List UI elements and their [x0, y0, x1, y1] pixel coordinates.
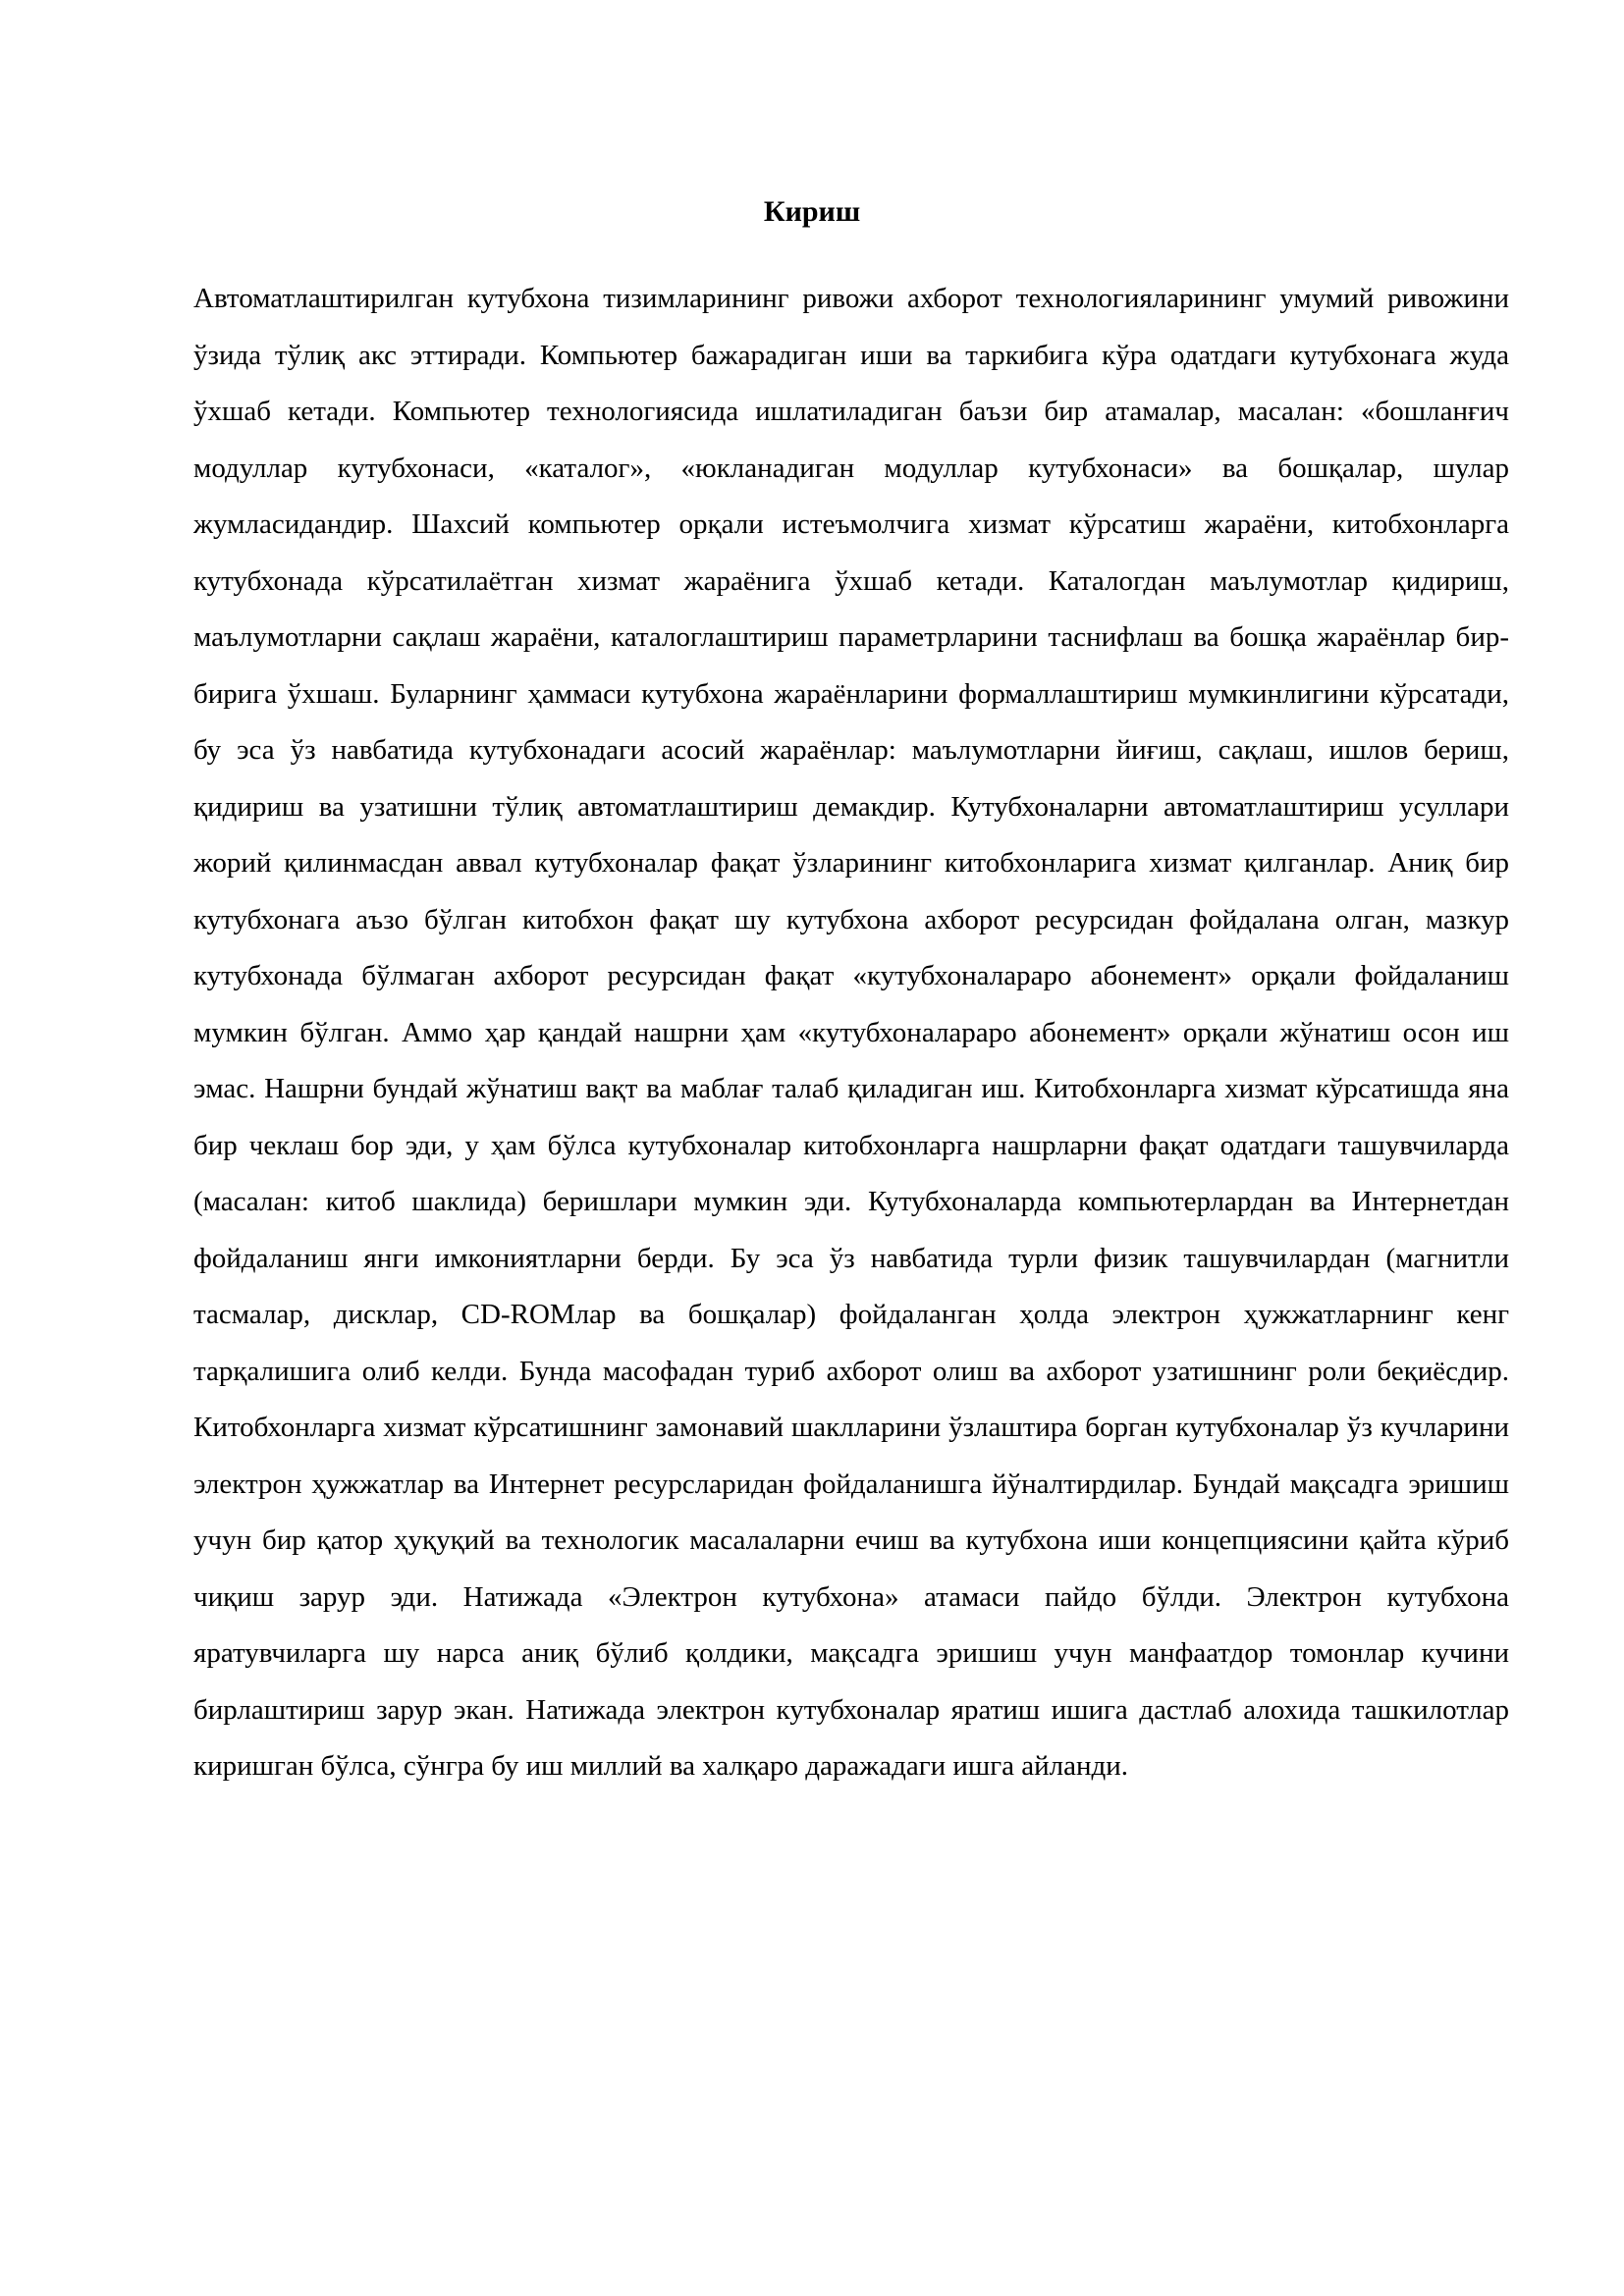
body-paragraph: Автоматлаштирилган кутубхона тизимларининг ривожи ахборот технологияларининг умумий ривожини ўзида тўлиқ акс эттиради. Компьютер бажарадиган иши ва таркибига кўра одатдаги кутубхонага жуда ўхшаб кетади. Компьютер технологиясида ишлатиладиган баъзи бир атамалар, масалан: «бошланғич модуллар кутубхонаси, «каталог», «юкланадиган модуллар кутубхонаси» ва бошқалар, шулар жумласидандир. Шахсий компьютер орқали истеъмолчига хизмат кўрсатиш жараёни, китобхонларга кутубхонада кўрсатилаётган хизмат жараёнига ўхшаб кетади. Каталогдан маълумотлар қидириш, маълумотларни сақлаш жараёни, каталоглаштириш параметрларини таснифлаш ва бошқа жараёнлар бир-бирига ўхшаш. Буларнинг ҳаммаси кутубхона жараёнларини формаллаштириш мумкинлигини кўрсатади, бу эса ўз навбатида кутубхонадаги асосий жараёнлар: маълумотларни йиғиш, сақлаш, ишлов бериш, қидириш ва узатишни тўлиқ автоматлаштириш демакдир. Кутубхоналарни автоматлаштириш усуллари жорий қилинмасдан аввал кутубхоналар фақат ўзларининг китобхонларига хизмат қилганлар. Аниқ бир кутубхонага аъзо бўлган китобхон фақат шу кутубхона ахборот ресурсидан фойдалана олган, мазкур кутубхонада бўлмаган ахборот ресурсидан фақат «кутубхоналараро абонемент» орқали фойдаланиш мумкин бўлган. Аммо ҳар қандай нашрни ҳам «кутубхоналараро абонемент» орқали жўнатиш осон иш эмас. Нашрни бундай жўнатиш вақт ва маблағ талаб қиладиган иш. Китобхонларга хизмат кўрсатишда яна бир чеклаш бор эди, у ҳам бўлса кутубхоналар китобхонларга нашрларни фақат одатдаги ташувчиларда (масалан: китоб шаклида) беришлари мумкин эди. Кутубхоналарда компьютерлардан ва Интернетдан фойдаланиш янги имкониятларни берди. Бу эса ўз навбатида турли физик ташувчилардан (магнитли тасмалар, дисклар, CD-ROMлар ва бошқалар) фойдаланган ҳолда электрон ҳужжатларнинг кенг тарқалишига олиб келди. Бунда масофадан туриб ахборот олиш ва ахборот узатишнинг роли беқиёсдир. Китобхонларга хизмат кўрсатишнинг замонавий шаклларини ўзлаштира борган кутубхоналар ўз кучларини электрон ҳужжатлар ва Интернет ресурсларидан фойдаланишга йўналтирдилар. Бундай мақсадга эришиш учун бир қатор ҳуқуқий ва технологик масалаларни ечиш ва кутубхона иши концепциясини қайта кўриб чиқиш зарур эди. Натижада «Электрон кутубхона» атамаси пайдо бўлди. Электрон кутубхона яратувчиларга шу нарса аниқ бўлиб қолдики, мақсадга эришиш учун манфаатдор томонлар кучини бирлаштириш зарур экан. Натижада электрон кутубхоналар яратиш ишига дастлаб алохида ташкилотлар киришган бўлса, сўнгра бу иш миллий ва халқаро даражадаги ишга айланди.	[193, 283, 1509, 1782]
document-title: Кириш	[763, 195, 861, 228]
